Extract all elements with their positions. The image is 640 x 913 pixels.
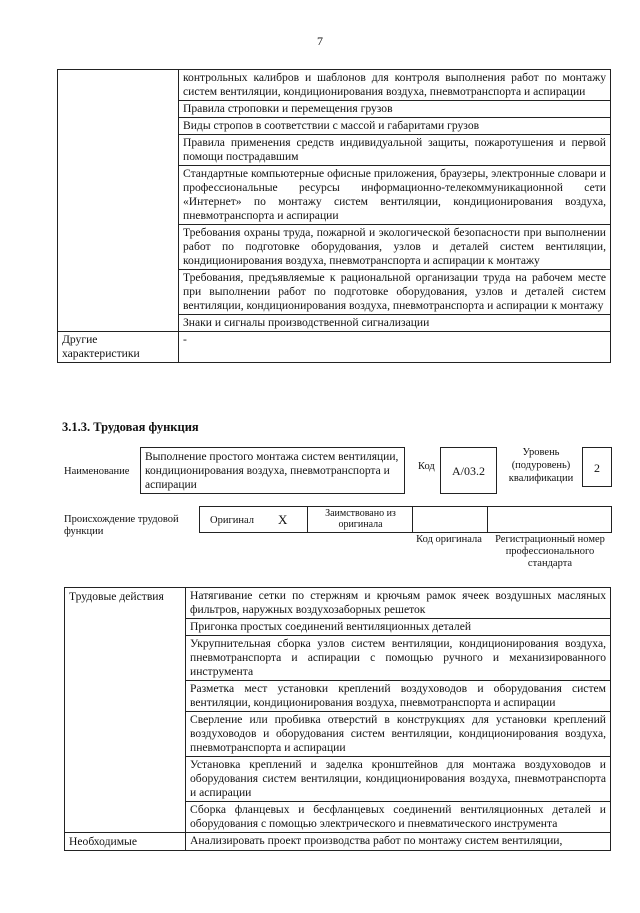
knowledge-item: контрольных калибров и шаблонов для контроля выполнения работ по монтажу систем вентиляции, кондиционирования воздуха, пневмотранспорта и аспирации — [179, 70, 611, 101]
action-item: Сборка фланцевых и бесфланцевых соединений вентиляционных деталей и оборудования с помощью электрического и пневматического инструмента — [186, 802, 611, 833]
knowledge-item: Требования, предъявляемые к рациональной организации труда на рабочем месте при выполнении работ по подготовке оборудования, узлов и деталей систем вентиляции, кондиционирования воздуха, пневмотранспорта и аспирации к монтажу — [179, 270, 611, 315]
reg-number-label: Регистрационный номер профессионального стандарта — [495, 534, 605, 569]
reg-number-cell — [487, 506, 612, 533]
section-title: 3.1.3. Трудовая функция — [62, 420, 199, 434]
skills-label: Необходимые — [65, 833, 186, 851]
actions-table — [64, 587, 611, 851]
level-label: Уровень (подуровень) квалификации — [508, 447, 574, 484]
knowledge-item: Стандартные компьютерные офисные приложения, браузеры, электронные словари и профессиональные ресурсы информационно-телекоммуникационной сети «Интернет» по монтажу систем вентиляции, кондиционирования воздуха, пневмотранспорта и аспирации — [179, 166, 611, 225]
original-mark: X — [278, 512, 288, 527]
skills-item: Анализировать проект производства работ по монтажу систем вентиляции, — [186, 833, 611, 851]
code-label: Код — [418, 461, 435, 472]
origin-row — [199, 506, 612, 533]
page-number: 7 — [317, 34, 323, 48]
knowledge-item: Требования охраны труда, пожарной и экологической безопасности при выполнении работ по подготовке оборудования, узлов и деталей систем вентиляции, кондиционирования воздуха, пневмотранспорта и аспирации к монтажу — [179, 225, 611, 270]
function-code-box: A/03.2 — [440, 447, 497, 494]
knowledge-row — [58, 70, 611, 101]
function-name-box: Выполнение простого монтажа систем вентиляции, кондиционирования воздуха, пневмотранспорта и аспирации — [140, 447, 405, 494]
code-original-label: Код оригинала — [416, 534, 482, 545]
knowledge-item: Виды стропов в соответствии с массой и габаритами грузов — [179, 118, 611, 135]
actions-label: Трудовые действия — [65, 588, 186, 833]
borrowed-label: Заимствовано из оригинала — [325, 508, 396, 530]
origin-label: Происхождение трудовой функции — [64, 514, 179, 537]
knowledge-item: Правила применения средств индивидуальной защиты, пожаротушения и первой помощи пострадавшим — [179, 135, 611, 166]
borrowed-cell — [307, 506, 412, 533]
other-characteristics-value: - — [179, 332, 611, 363]
original-cell — [199, 506, 307, 533]
action-item: Натягивание сетки по стержням и крючьям рамок ячеек воздушных масляных фильтров, наружных воздухозаборных решеток — [186, 588, 611, 619]
name-label: Наименование — [64, 466, 130, 477]
action-row — [65, 588, 611, 619]
action-item: Установка креплений и заделка кронштейнов для монтажа воздуховодов и оборудования систем вентиляции, кондиционирования воздуха, пневмотранспорта и аспирации — [186, 757, 611, 802]
knowledge-item: Знаки и сигналы производственной сигнализации — [179, 315, 611, 332]
knowledge-table — [57, 69, 611, 363]
knowledge-item: Правила строповки и перемещения грузов — [179, 101, 611, 118]
original-label: Оригинал — [210, 515, 254, 526]
skills-row — [65, 833, 611, 851]
code-original-cell — [412, 506, 487, 533]
action-item: Разметка мест установки креплений воздуховодов и оборудования систем вентиляции, кондиционирования воздуха, пневмотранспорта и аспирации — [186, 681, 611, 712]
action-item: Пригонка простых соединений вентиляционных деталей — [186, 619, 611, 636]
level-box: 2 — [582, 447, 612, 487]
action-item: Сверление или пробивка отверстий в конструкциях для установки креплений воздуховодов и оборудования систем вентиляции, кондиционирования воздуха, пневмотранспорта и аспирации — [186, 712, 611, 757]
action-item: Укрупнительная сборка узлов систем вентиляции, кондиционирования воздуха, пневмотранспорта и аспирации с помощью ручного и механизированного инструмента — [186, 636, 611, 681]
knowledge-label-cell — [58, 70, 179, 332]
other-characteristics-row — [58, 332, 611, 363]
other-characteristics-label: Другие характеристики — [58, 332, 179, 363]
